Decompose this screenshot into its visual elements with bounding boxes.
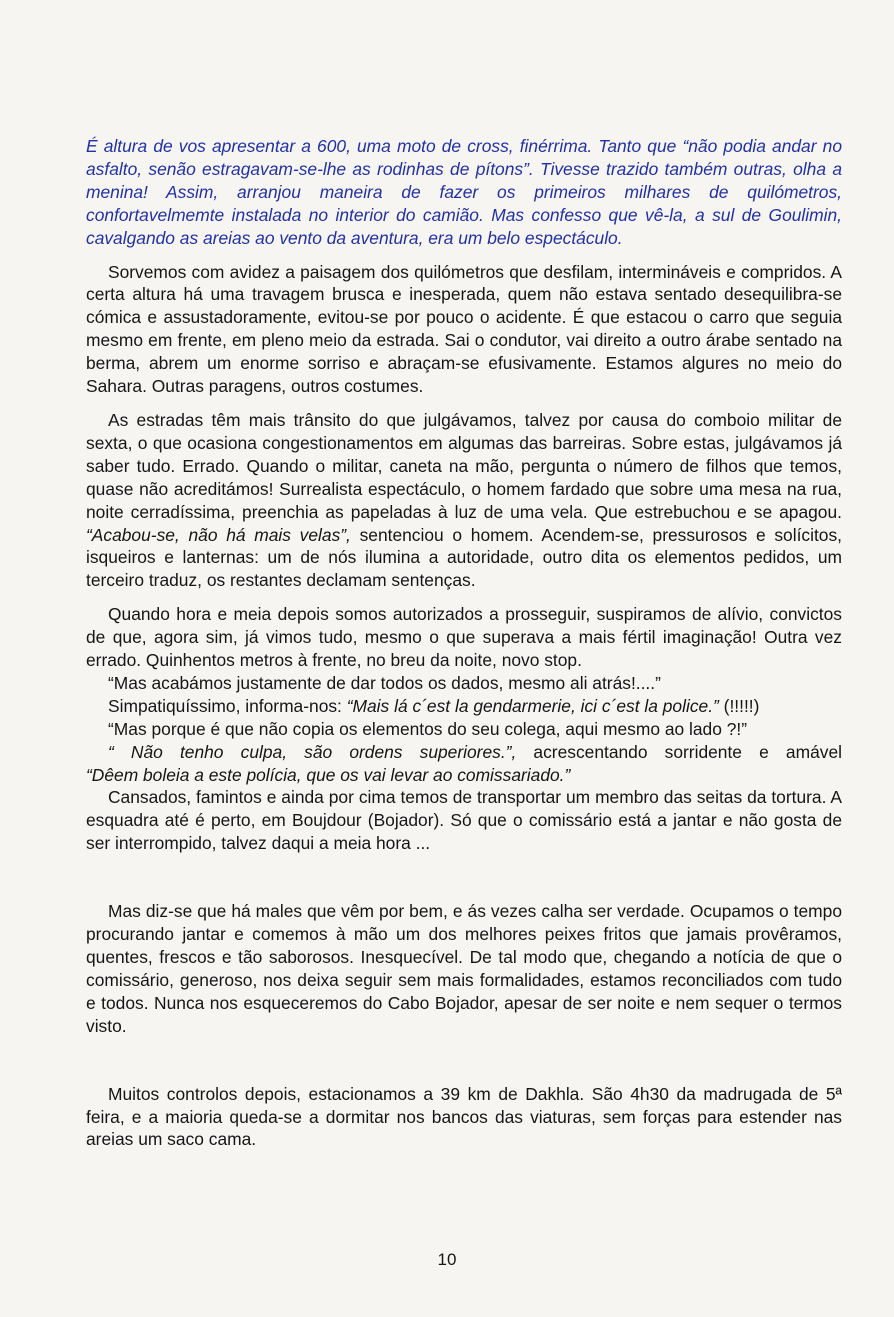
paragraph-1: Sorvemos com avidez a paisagem dos quilómetros que desfilam, intermináveis e compridos. A certa altura há uma travagem brusca e inesperada, quem não estava sentado desequilibra-se cómica e assustadoramente, evitou-se por pouco o acidente. É que estacou o carro que seguia mesmo em frente, em pleno meio da estrada. Sai o condutor, vai direito a outro árabe sentado na berma, abrem um enorme sorriso e abraçam-se efusivamente. Estamos algures no meio do Sahara. Outras paragens, outros costumes. [86,261,842,397]
dialogue-line-4-tail: acrescentando sorridente e amável [516,741,842,762]
paragraph-2-quote: “Acabou-se, não há mais velas”, [86,524,351,545]
page-number: 10 [437,1250,457,1269]
dialogue-line-3: “Mas porque é que não copia os elementos do seu colega, aqui mesmo ao lado ?!” [108,718,748,739]
paragraph-5: Muitos controlos depois, estacionamos a 39 km de Dakhla. São 4h30 da madrugada de 5ª feira, e a maioria queda-se a dormitar nos bancos das viaturas, sem forças para estender nas areias um saco cama. [86,1083,842,1150]
document-body [86,135,842,1151]
intro-paragraph: É altura de vos apresentar a 600, uma moto de cross, finérrima. Tanto que “não podia andar no asfalto, senão estragavam-se-lhe as rodinhas de pítons”. Tivesse trazido também outras, olha a menina! Assim, arranjou maneira de fazer os primeiros milhares de quilómetros, confortavelmemte instalada no interior do camião. Mas confesso que vê-la, a sul de Goulimin, cavalgando as areias ao vento da aventura, era um belo espectáculo. [86,136,842,248]
dialogue-line-4 [86,741,842,764]
dialogue-line-1: “Mas acabámos justamente de dar todos os dados, mesmo ali atrás!....” [108,672,661,693]
paragraph-4: Mas diz-se que há males que vêm por bem, e ás vezes calha ser verdade. Ocupamos o tempo procurando jantar e comemos à mão um dos melhores peixes fritos que jamais provêramos, quentes, frescos e tão saborosos. Inesquecível. De tal modo que, chegando a notícia de que o comissário, generoso, nos deixa seguir sem mais formalidades, estamos reconciliados com tudo e todos. Nunca nos esqueceremos do Cabo Bojador, apesar de ser noite e nem sequer o termos visto. [86,901,842,1036]
dialogue-line-2 [86,695,842,718]
dialogue-line-2-lead: Simpatiquíssimo, informa-nos: [108,695,347,716]
paragraph-2-text-end: sentenciou o homem. Acendem-se, pressurosos e solícitos, isqueiros e lanternas: um de nós ilumina a autoridade, outro dita os elementos pedidos, um terceiro traduz, os restantes declamam sentenças. [86,524,842,591]
dialogue-line-2-quote: “Mais lá c´est la gendarmerie, ici c´est la police.” [346,695,719,716]
paragraph-2 [86,409,842,592]
dialogue-line-4-quote: “ Não tenho culpa, são ordens superiores.”, [108,741,517,762]
dialogue-line-5: Cansados, famintos e ainda por cima temos de transportar um membro das seitas da tortura. A esquadra até é perto, em Boujdour (Bojador). Só que o comissário está a jantar e não gosta de ser interrompido, talvez daqui a meia hora ... [86,787,842,854]
paragraph-2-text: As estradas têm mais trânsito do que julgávamos, talvez por causa do comboio militar de sexta, o que ocasiona congestionamentos em algumas das barreiras. Sobre estas, julgávamos já saber tudo. Errado. Quando o militar, caneta na mão, pergunta o número de filhos que temos, quase não acreditámos! Surrealista espectáculo, o homem fardado que sobre uma mesa na rua, noite cerradíssima, preenchia as papeladas à luz de uma vela. Que estrebuchou e se apagou. [86,409,842,522]
paragraph-3: Quando hora e meia depois somos autorizados a prosseguir, suspiramos de alívio, convictos de que, agora sim, já vimos tudo, mesmo o que superava a mais fértil imaginação! Outra vez errado. Quinhentos metros à frente, no breu da noite, novo stop. [86,604,842,671]
dialogue-line-4-continued: “Dêem boleia a este polícia, que os vai levar ao comissariado.” [86,764,571,785]
dialogue-line-2-tail: (!!!!!) [718,695,760,716]
